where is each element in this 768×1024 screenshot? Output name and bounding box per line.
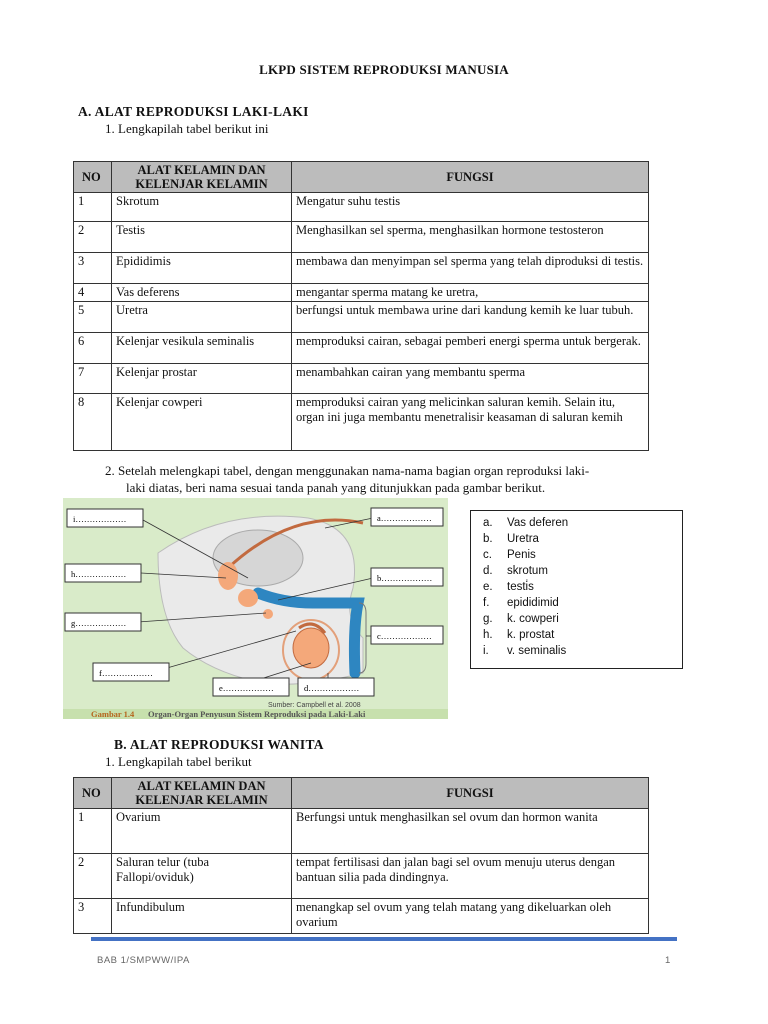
col-header-function: FUNGSI bbox=[292, 162, 649, 193]
cell-function: Mengatur suhu testis bbox=[292, 193, 649, 222]
cell-function: memproduksi cairan yang melicinkan saluran kemih. Selain itu, organ ini juga membantu menetralisir keasaman di saluran kemih bbox=[292, 394, 649, 451]
label-f bbox=[93, 663, 169, 681]
cell-organ: Uretra bbox=[112, 302, 292, 333]
answer-key-text: k. prostat bbox=[507, 629, 555, 641]
label-d-text: d……………… bbox=[304, 683, 360, 693]
footer-label: BAB 1/SMPWW/IPA bbox=[97, 955, 190, 966]
cell-function: mengantar sperma matang ke uretra, bbox=[292, 284, 649, 302]
cell-no: 2 bbox=[74, 222, 112, 253]
answer-key-letter: f. bbox=[483, 597, 490, 609]
table-row bbox=[74, 284, 649, 302]
label-a bbox=[371, 508, 443, 526]
col-header-organ: ALAT KELAMIN DAN KELENJAR KELAMIN bbox=[112, 162, 292, 193]
label-a-text: a……………… bbox=[377, 513, 432, 523]
answer-key-item bbox=[471, 595, 682, 611]
male-reproductive-figure bbox=[63, 498, 448, 719]
table-row bbox=[74, 899, 649, 934]
answer-key-text: k. cowperi bbox=[507, 613, 559, 625]
answer-key-text: Uretra bbox=[507, 533, 539, 545]
label-b bbox=[371, 568, 443, 586]
label-i-text: i……………… bbox=[73, 514, 127, 524]
table-row bbox=[74, 222, 649, 253]
cell-function: menangkap sel ovum yang telah matang yang dikeluarkan oleh ovarium bbox=[292, 899, 649, 934]
male-organ-table bbox=[73, 161, 649, 451]
answer-key-text: skrotum bbox=[507, 565, 548, 577]
label-g-text: g……………… bbox=[71, 618, 127, 628]
caption-number: Gambar 1.4 bbox=[91, 709, 135, 719]
label-d bbox=[298, 678, 374, 696]
answer-key-text: v. seminalis bbox=[507, 645, 567, 657]
answer-key-box bbox=[470, 510, 683, 669]
answer-key-text: testi̇s bbox=[507, 581, 534, 593]
cell-no: 4 bbox=[74, 284, 112, 302]
cell-organ: Kelenjar vesikula seminalis bbox=[112, 333, 292, 364]
answer-key-letter: d. bbox=[483, 565, 493, 577]
cell-organ: Saluran telur (tuba Fallopi/oviduk) bbox=[112, 854, 292, 899]
cell-function: Berfungsi untuk menghasilkan sel ovum dan hormon wanita bbox=[292, 809, 649, 854]
cell-organ: Epididimis bbox=[112, 253, 292, 284]
cell-no: 1 bbox=[74, 193, 112, 222]
cell-function: memproduksi cairan, sebagai pemberi energi sperma untuk bergerak. bbox=[292, 333, 649, 364]
answer-key-letter: h. bbox=[483, 629, 493, 641]
table-row bbox=[74, 253, 649, 284]
cell-function: tempat fertilisasi dan jalan bagi sel ovum menuju uterus dengan bantuan silia pada dindingnya. bbox=[292, 854, 649, 899]
cell-no: 5 bbox=[74, 302, 112, 333]
label-e bbox=[213, 678, 289, 696]
label-f-text: f……………… bbox=[99, 668, 153, 678]
answer-key-letter: b. bbox=[483, 533, 493, 545]
answer-key-item bbox=[471, 643, 682, 659]
cell-no: 3 bbox=[74, 899, 112, 934]
section-a-instruction-2-cont: laki diatas, beri nama sesuai tanda panah yang ditunjukkan pada gambar berikut. bbox=[126, 480, 546, 495]
cell-function: Menghasilkan sel sperma, menghasilkan hormone testosteron bbox=[292, 222, 649, 253]
answer-key-item bbox=[471, 563, 682, 579]
prostate-shape bbox=[238, 589, 258, 607]
section-a-heading: A. ALAT REPRODUKSI LAKI-LAKI bbox=[78, 104, 309, 119]
answer-key-item bbox=[471, 611, 682, 627]
label-h bbox=[65, 564, 141, 582]
cell-organ: Infundibulum bbox=[112, 899, 292, 934]
answer-key-text: epididimid bbox=[507, 597, 559, 609]
table-row bbox=[74, 193, 649, 222]
answer-key-letter: i. bbox=[483, 645, 489, 657]
cell-no: 8 bbox=[74, 394, 112, 451]
label-c-text: c……………… bbox=[377, 631, 432, 641]
cell-no: 6 bbox=[74, 333, 112, 364]
page-title: LKPD SISTEM REPRODUKSI MANUSIA bbox=[259, 62, 509, 77]
table-row bbox=[74, 809, 649, 854]
label-e-text: e……………… bbox=[219, 683, 274, 693]
label-i bbox=[67, 509, 143, 527]
testis-shape bbox=[293, 628, 329, 668]
label-h-text: h……………… bbox=[71, 569, 127, 579]
cell-organ: Kelenjar cowperi bbox=[112, 394, 292, 451]
cell-organ: Skrotum bbox=[112, 193, 292, 222]
cell-no: 2 bbox=[74, 854, 112, 899]
answer-key-letter: a. bbox=[483, 517, 493, 529]
answer-key-letter: e. bbox=[483, 581, 493, 593]
female-organ-table bbox=[73, 777, 649, 934]
cell-organ: Testis bbox=[112, 222, 292, 253]
seminal-vesicle-shape bbox=[218, 562, 238, 590]
col-header-no: NO bbox=[74, 162, 112, 193]
col-header-no: NO bbox=[74, 778, 112, 809]
footer-rule bbox=[91, 937, 677, 941]
figure-source: Sumber: Campbell et al. 2008 bbox=[268, 702, 361, 709]
cell-function: berfungsi untuk membawa urine dari kandung kemih ke luar tubuh. bbox=[292, 302, 649, 333]
cell-no: 3 bbox=[74, 253, 112, 284]
cell-organ: Ovarium bbox=[112, 809, 292, 854]
col-header-organ: ALAT KELAMIN DAN KELENJAR KELAMIN bbox=[112, 778, 292, 809]
table-row bbox=[74, 333, 649, 364]
section-a-instruction-2: 2. Setelah melengkapi tabel, dengan menggunakan nama-nama bagian organ reproduksi laki- bbox=[105, 463, 590, 478]
table-row bbox=[74, 364, 649, 394]
col-header-function: FUNGSI bbox=[292, 778, 649, 809]
table-row bbox=[74, 302, 649, 333]
answer-key-letter: g. bbox=[483, 613, 493, 625]
answer-key-text: Penis bbox=[507, 549, 536, 561]
label-c bbox=[371, 626, 443, 644]
section-b-heading: B. ALAT REPRODUKSI WANITA bbox=[114, 737, 324, 752]
section-a-instruction: 1. Lengkapilah tabel berikut ini bbox=[105, 121, 269, 136]
table-row bbox=[74, 394, 649, 451]
cowper-gland-shape bbox=[263, 609, 273, 619]
caption-text: Organ-Organ Penyusun Sistem Reproduksi pada Laki-Laki bbox=[148, 709, 366, 719]
page-number: 1 bbox=[665, 955, 671, 966]
cell-no: 7 bbox=[74, 364, 112, 394]
cell-organ: Kelenjar prostar bbox=[112, 364, 292, 394]
cell-no: 1 bbox=[74, 809, 112, 854]
cell-organ: Vas deferens bbox=[112, 284, 292, 302]
answer-key-text: Vas deferen bbox=[507, 517, 569, 529]
label-g bbox=[65, 613, 141, 631]
answer-key-item bbox=[471, 627, 682, 643]
cell-function: menambahkan cairan yang membantu sperma bbox=[292, 364, 649, 394]
section-b-instruction: 1. Lengkapilah tabel berikut bbox=[105, 754, 252, 769]
answer-key-letter: c. bbox=[483, 549, 492, 561]
answer-key-item bbox=[471, 515, 682, 531]
answer-key-item bbox=[471, 579, 682, 595]
table-row bbox=[74, 854, 649, 899]
label-b-text: b……………… bbox=[377, 573, 433, 583]
answer-key-item bbox=[471, 547, 682, 563]
answer-key-item bbox=[471, 531, 682, 547]
answer-key-list bbox=[471, 511, 682, 659]
cell-function: membawa dan menyimpan sel sperma yang telah diproduksi di testis. bbox=[292, 253, 649, 284]
